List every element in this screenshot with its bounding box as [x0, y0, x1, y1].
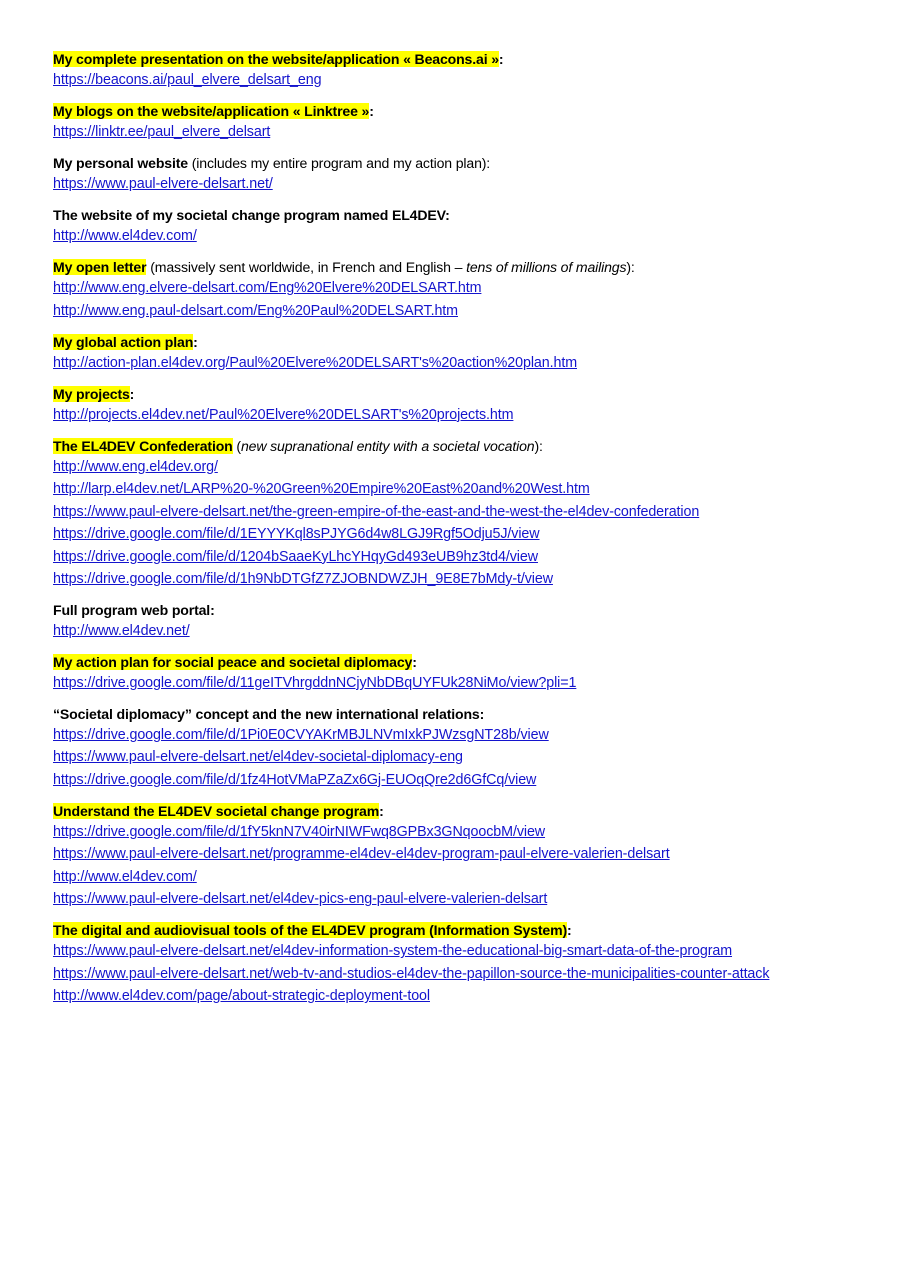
heading-note-text-tail: ):	[534, 437, 543, 454]
section-heading	[53, 707, 850, 721]
document-section	[53, 335, 850, 375]
hyperlink[interactable]: https://drive.google.com/file/d/1EYYYKql8sPJYG6d4w8LGJ9Rgf5Odju5J/view	[53, 526, 540, 543]
hyperlink[interactable]: http://action-plan.el4dev.org/Paul%20Elvere%20DELSART's%20action%20plan.htm	[53, 354, 577, 371]
heading-note-text: (	[232, 437, 241, 454]
hyperlink[interactable]: https://beacons.ai/paul_elvere_delsart_eng	[53, 72, 322, 89]
hyperlink[interactable]: https://drive.google.com/file/d/1Pi0E0CVYAKrMBJLNVmIxkPJWzsgNT28b/view	[53, 727, 549, 744]
section-heading	[53, 804, 850, 818]
highlighted-heading-text: My blogs on the website/application « Linktree »	[53, 103, 370, 120]
link-list	[53, 277, 850, 322]
heading-suffix: :	[498, 51, 504, 67]
heading-suffix: :	[369, 103, 374, 120]
highlighted-heading-text: The digital and audiovisual tools of the EL4DEV program (Information System)	[53, 922, 568, 939]
document-section	[53, 387, 850, 427]
link-list	[53, 69, 850, 91]
hyperlink[interactable]: http://projects.el4dev.net/Paul%20Elvere%20DELSART's%20projects.htm	[53, 406, 514, 423]
document-section	[53, 603, 850, 643]
hyperlink[interactable]: https://linktr.ee/paul_elvere_delsart	[53, 124, 271, 141]
link-list	[53, 404, 850, 426]
document-section	[53, 804, 850, 911]
highlighted-heading-text: Understand the EL4DEV societal change program	[53, 802, 380, 819]
heading-suffix: :	[479, 705, 485, 722]
section-heading	[53, 439, 850, 453]
heading-suffix: :	[412, 653, 417, 670]
link-list	[53, 620, 850, 642]
link-list	[53, 225, 850, 247]
heading-suffix: :	[129, 385, 135, 402]
hyperlink[interactable]: http://www.eng.elvere-delsart.com/Eng%20Elvere%20DELSART.htm	[53, 280, 482, 297]
section-heading	[53, 387, 850, 401]
hyperlink[interactable]: https://drive.google.com/file/d/1h9NbDTGfZ7ZJOBNDWZJH_9E8E7bMdy-t/view	[53, 570, 553, 587]
hyperlink[interactable]: https://www.paul-elvere-delsart.net/programme-el4dev-el4dev-program-paul-elvere-valerien-delsart	[53, 846, 670, 863]
document-section	[53, 439, 850, 591]
heading-text: The website of my societal change program named EL4DEV	[53, 207, 446, 224]
heading-suffix: :	[193, 333, 198, 350]
hyperlink[interactable]: https://www.paul-elvere-delsart.net/the-green-empire-of-the-east-and-the-west-the-el4dev-confederation	[53, 503, 700, 520]
highlighted-heading-text: My complete presentation on the website/application « Beacons.ai »	[53, 51, 499, 67]
section-heading	[53, 260, 850, 274]
link-list	[53, 821, 850, 911]
link-list	[53, 940, 850, 1007]
heading-note-text: (massively sent worldwide, in French and English –	[146, 259, 467, 276]
highlighted-heading-text: The EL4DEV Confederation	[53, 437, 233, 454]
link-list	[53, 352, 850, 374]
document-section	[53, 208, 850, 248]
hyperlink[interactable]: https://www.paul-elvere-delsart.net/el4dev-pics-eng-paul-elvere-valerien-delsart	[53, 891, 548, 908]
section-heading	[53, 603, 850, 617]
link-list	[53, 121, 850, 143]
document-section	[53, 707, 850, 791]
highlighted-heading-text: My global action plan	[53, 333, 194, 350]
heading-suffix: :	[379, 802, 384, 819]
hyperlink[interactable]: https://drive.google.com/file/d/1fz4HotVMaPZaZx6Gj-EUOqQre2d6GfCq/view	[53, 771, 537, 788]
heading-italic-text: tens of millions of mailings	[466, 259, 627, 276]
heading-suffix: :	[210, 601, 215, 618]
link-list	[53, 456, 850, 591]
link-list	[53, 724, 850, 791]
document-section	[53, 104, 850, 144]
hyperlink[interactable]: http://www.el4dev.net/	[53, 622, 190, 639]
highlighted-heading-text: My projects	[53, 385, 130, 402]
document-body	[53, 52, 850, 1008]
hyperlink[interactable]: http://www.el4dev.com/	[53, 868, 197, 885]
hyperlink[interactable]: http://www.eng.el4dev.org/	[53, 458, 218, 475]
hyperlink[interactable]: https://drive.google.com/file/d/11geITVhrgddnNCjyNbDBqUYFUk28NiMo/view?pli=1	[53, 675, 577, 691]
hyperlink[interactable]: http://www.el4dev.com/page/about-strategic-deployment-tool	[53, 988, 430, 1005]
heading-italic-text: new supranational entity with a societal vocation	[240, 437, 535, 454]
hyperlink[interactable]: https://www.paul-elvere-delsart.net/el4dev-societal-diplomacy-eng	[53, 749, 463, 766]
hyperlink[interactable]: https://www.paul-elvere-delsart.net/	[53, 176, 273, 193]
document-section	[53, 655, 850, 695]
section-heading	[53, 923, 850, 937]
document-section	[53, 260, 850, 322]
hyperlink[interactable]: https://www.paul-elvere-delsart.net/web-tv-and-studios-el4dev-the-papillon-source-the-municipalities-counter-attack	[53, 965, 770, 982]
heading-text: Full program web portal	[53, 601, 211, 618]
section-heading	[53, 156, 850, 170]
document-section	[53, 52, 850, 92]
heading-text: My personal website	[53, 155, 188, 172]
section-heading	[53, 104, 850, 118]
heading-note-text: (includes my entire program and my action plan):	[188, 155, 491, 172]
hyperlink[interactable]: http://www.el4dev.com/	[53, 228, 197, 245]
hyperlink[interactable]: https://www.paul-elvere-delsart.net/el4dev-information-system-the-educational-big-smart-data-of-the-program	[53, 943, 733, 960]
link-list	[53, 672, 850, 694]
section-heading	[53, 655, 850, 669]
hyperlink[interactable]: http://larp.el4dev.net/LARP%20-%20Green%20Empire%20East%20and%20West.htm	[53, 481, 590, 498]
section-heading	[53, 335, 850, 349]
heading-text: “Societal diplomacy” concept and the new international relations	[53, 705, 480, 722]
section-heading	[53, 208, 850, 222]
hyperlink[interactable]: https://drive.google.com/file/d/1204bSaaeKyLhcYHqyGd493eUB9hz3td4/view	[53, 548, 538, 565]
highlighted-heading-text: My action plan for social peace and societal diplomacy	[53, 653, 413, 670]
link-list	[53, 173, 850, 195]
highlighted-heading-text: My open letter	[53, 259, 147, 276]
heading-note-text-tail: ):	[626, 259, 635, 276]
heading-suffix: :	[567, 922, 572, 939]
section-heading	[53, 52, 850, 66]
document-section	[53, 156, 850, 196]
hyperlink[interactable]: http://www.eng.paul-delsart.com/Eng%20Paul%20DELSART.htm	[53, 302, 458, 319]
heading-suffix: :	[445, 207, 450, 224]
hyperlink[interactable]: https://drive.google.com/file/d/1fY5knN7V40irNIWFwq8GPBx3GNqoocbM/view	[53, 823, 546, 840]
document-section	[53, 923, 850, 1007]
